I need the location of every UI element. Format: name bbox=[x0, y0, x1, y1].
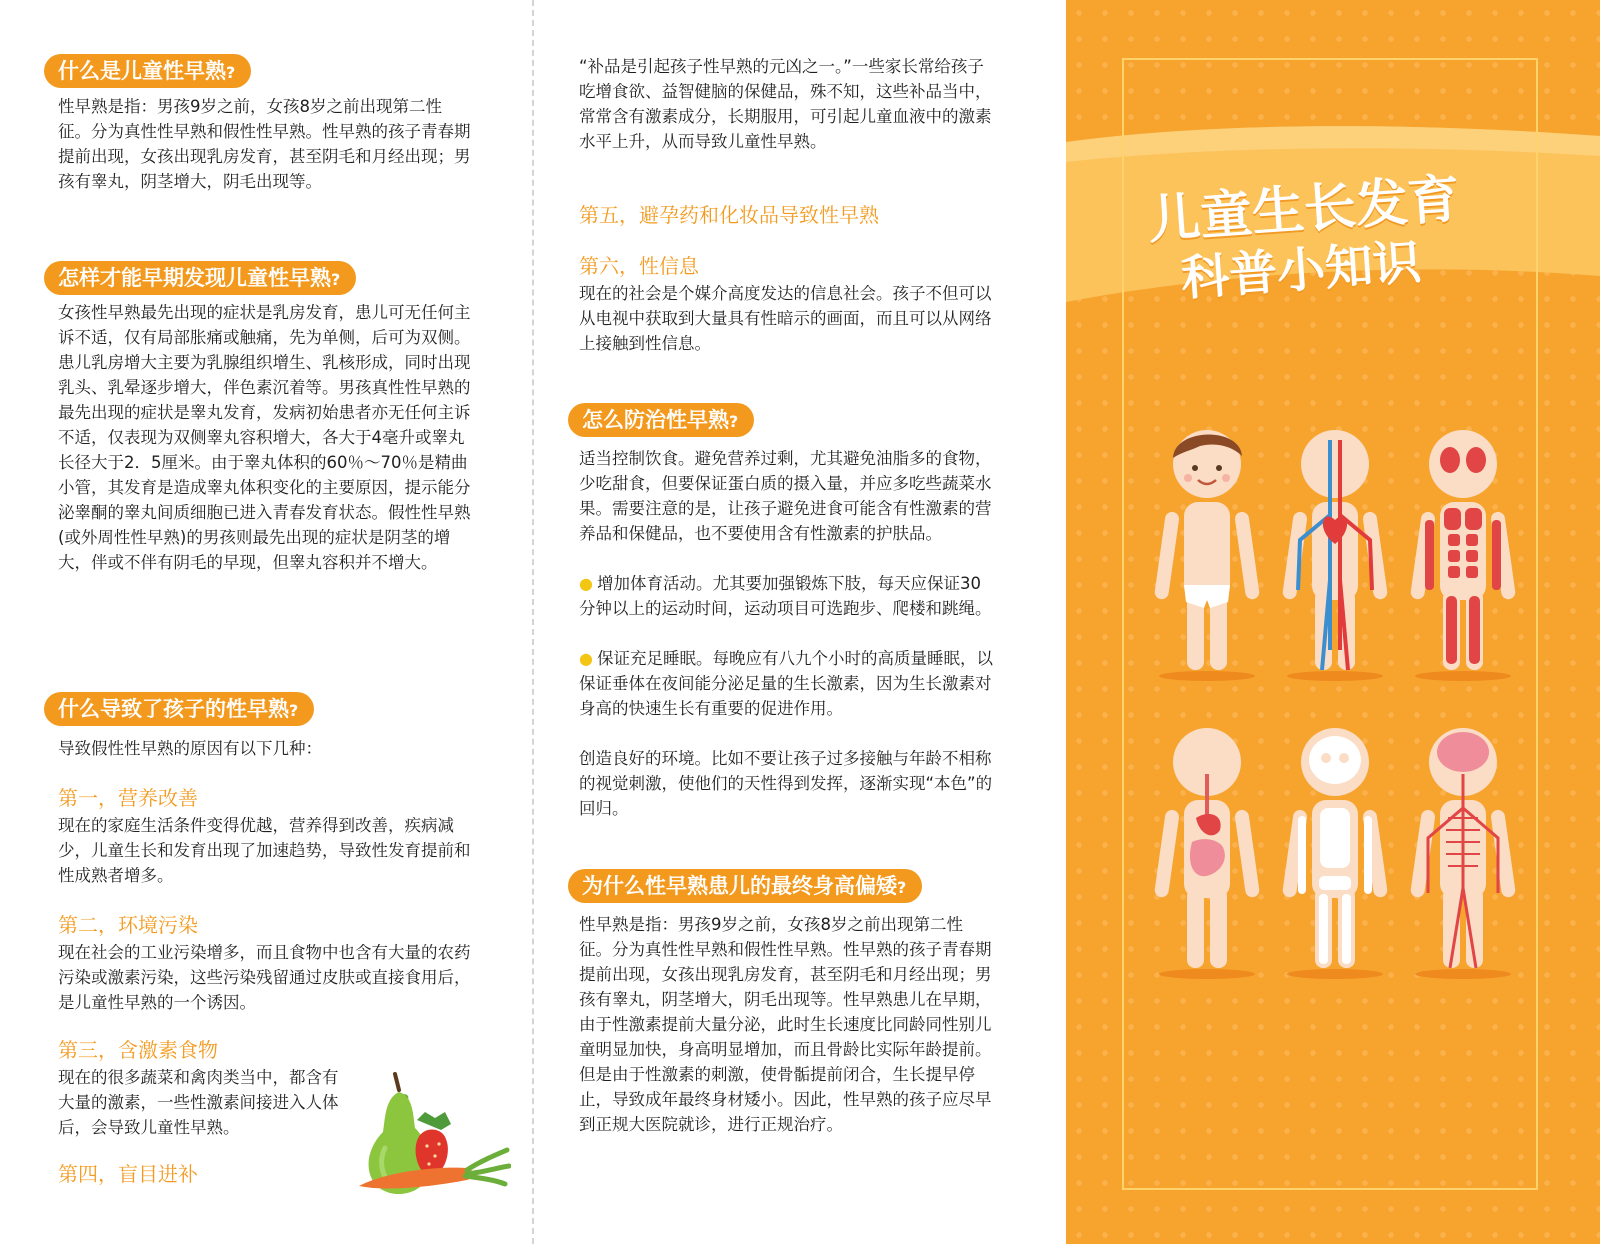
heading-text: 怎样才能早期发现儿童性早熟 bbox=[58, 266, 331, 290]
cause-4-title: 第四，盲目进补 bbox=[58, 1162, 198, 1186]
middle-column bbox=[534, 0, 1066, 1244]
cause-3-text: 现在的很多蔬菜和禽肉类当中，都含有大量的激素，一些性激素间接进入人体后，会导致儿童性早熟。 bbox=[58, 1068, 339, 1137]
cause-6-title: 第六，性信息 bbox=[579, 254, 699, 278]
circulatory-system-figure bbox=[1280, 420, 1390, 685]
paragraph-symptoms: 女孩性早熟最先出现的症状是乳房发育，患儿可无任何主诉不适，仅有局部胀痛或触痛，先为单侧，后可为双侧。患儿乳房增大主要为乳腺组织增生、乳核形成，同时出现乳头、乳晕逐步增大，伴色素沉着等。男孩真性性早熟的最先出现的症状是睾丸发育，发病初始患者亦无任何主诉不适，仅表现为双侧睾丸容积增大，各大于4毫升或睾丸长径大于2．5厘米。由于睾丸体积的60％～70％是精曲小管，其发育是造成睾丸体积变化的主要原因，提示能分泌睾酮的睾丸间质细胞已进入青春发育状态。假性性早熟(或外周性性早熟)的男孩则最先出现的症状是阴茎的增大，伴或不伴有阴毛的早现，但睾丸容积并不增大。 bbox=[58, 303, 471, 572]
question-mark: ? bbox=[289, 701, 299, 720]
cover-title-line-1: 儿童生长发育 bbox=[1146, 169, 1462, 251]
boy-figure bbox=[1152, 420, 1262, 685]
paragraph-causes-intro: 导致假性性早熟的原因有以下几种： bbox=[58, 739, 322, 758]
prevention-sleep bbox=[579, 646, 995, 721]
prevention-environment: 创造良好的环境。比如不要让孩子过多接触与年龄不相称的视觉刺激，使他们的天性得到发挥，逐渐实现“本色”的回归。 bbox=[579, 749, 993, 818]
heading-text: 怎么防治性早熟 bbox=[582, 408, 729, 432]
bullet-dot-icon: ● bbox=[579, 574, 593, 593]
cover-panel bbox=[1066, 0, 1600, 1244]
skeletal-system-figure bbox=[1280, 718, 1390, 983]
section-heading-final-height bbox=[568, 869, 922, 903]
question-mark: ? bbox=[226, 63, 236, 82]
question-mark: ? bbox=[897, 878, 907, 897]
section-heading-what-is bbox=[44, 54, 251, 88]
cause-1-text: 现在的家庭生活条件变得优越，营养得到改善，疾病减少，儿童生长和发育出现了加速趋势，导致性发育提前和性成熟者增多。 bbox=[58, 816, 471, 885]
heading-text: 为什么性早熟患儿的最终身高偏矮 bbox=[582, 874, 897, 898]
prevention-diet: 适当控制饮食。避免营养过剩，尤其避免油脂多的食物，少吃甜食，但要保证蛋白质的摄入量，并应多吃些蔬菜水果。需要注意的是，让孩子避免进食可能含有性激素的营养品和保健品，也不要使用含有性激素的护肤品。 bbox=[579, 449, 992, 543]
paragraph-supplements: “补品是引起孩子性早熟的元凶之一。”一些家长常给孩子吃增食欲、益智健脑的保健品，殊不知，这些补品当中，常常含有激素成分，长期服用，可引起儿童血液中的激素水平上升，从而导致儿童性早熟。 bbox=[579, 57, 992, 151]
question-mark: ? bbox=[331, 270, 341, 289]
bullet-dot-icon: ● bbox=[579, 649, 593, 668]
section-heading-early-detection bbox=[44, 261, 356, 295]
muscular-system-figure bbox=[1408, 420, 1518, 685]
cause-6-text: 现在的社会是个媒介高度发达的信息社会。孩子不但可以从电视中获取到大量具有性暗示的画面，而且可以从网络上接触到性信息。 bbox=[579, 284, 992, 353]
digestive-system-figure bbox=[1152, 718, 1262, 983]
cover-title-line-2: 科普小知识 bbox=[1179, 234, 1423, 307]
paragraph-definition: 性早熟是指：男孩9岁之前，女孩8岁之前出现第二性征。分为真性性早熟和假性性早熟。性早熟的孩子青春期提前出现，女孩出现乳房发育，甚至阴毛和月经出现；男孩有睾丸，阴茎增大，阴毛出现等。 bbox=[58, 97, 471, 191]
cause-2-title: 第二，环境污染 bbox=[58, 913, 198, 937]
left-column bbox=[0, 0, 532, 1244]
prevention-exercise bbox=[579, 571, 995, 621]
section-heading-prevention bbox=[568, 403, 754, 437]
cause-1-title: 第一，营养改善 bbox=[58, 786, 198, 810]
question-mark: ? bbox=[729, 412, 739, 431]
cause-5-title: 第五，避孕药和化妆品导致性早熟 bbox=[579, 203, 879, 227]
bullet-text: 保证充足睡眠。每晚应有八九个小时的高质量睡眠，以保证垂体在夜间能分泌足量的生长激素，因为生长激素对身高的快速生长有重要的促进作用。 bbox=[579, 649, 993, 718]
cause-3-title: 第三，含激素食物 bbox=[58, 1038, 218, 1062]
section-heading-causes bbox=[44, 692, 314, 726]
cause-2-text: 现在社会的工业污染增多，而且食物中也含有大量的农药污染或激素污染，这些污染残留通过皮肤或直接食用后，是儿童性早熟的一个诱因。 bbox=[58, 943, 471, 1012]
fruit-vegetable-illustration bbox=[355, 1068, 511, 1200]
bullet-text: 增加体育活动。尤其要加强锻炼下肢，每天应保证30分钟以上的运动时间，运动项目可选跑步、爬楼和跳绳。 bbox=[579, 574, 992, 618]
heading-text: 什么是儿童性早熟 bbox=[58, 59, 226, 83]
nervous-system-figure bbox=[1408, 718, 1518, 983]
paragraph-final-height: 性早熟是指：男孩9岁之前，女孩8岁之前出现第二性征。分为真性性早熟和假性性早熟。性早熟的孩子青春期提前出现，女孩出现乳房发育，甚至阴毛和月经出现；男孩有睾丸，阴茎增大，阴毛出现等。性早熟患儿在早期，由于性激素提前大量分泌，此时生长速度比同龄同性别儿童明显加快，身高明显增加，而且骨龄比实际年龄提前。但是由于性激素的刺激，使骨骺提前闭合，生长提早停止，导致成年最终身材矮小。因此，性早熟的孩子应尽早到正规大医院就诊，进行正规治疗。 bbox=[579, 915, 992, 1134]
heading-text: 什么导致了孩子的性早熟 bbox=[58, 697, 289, 721]
